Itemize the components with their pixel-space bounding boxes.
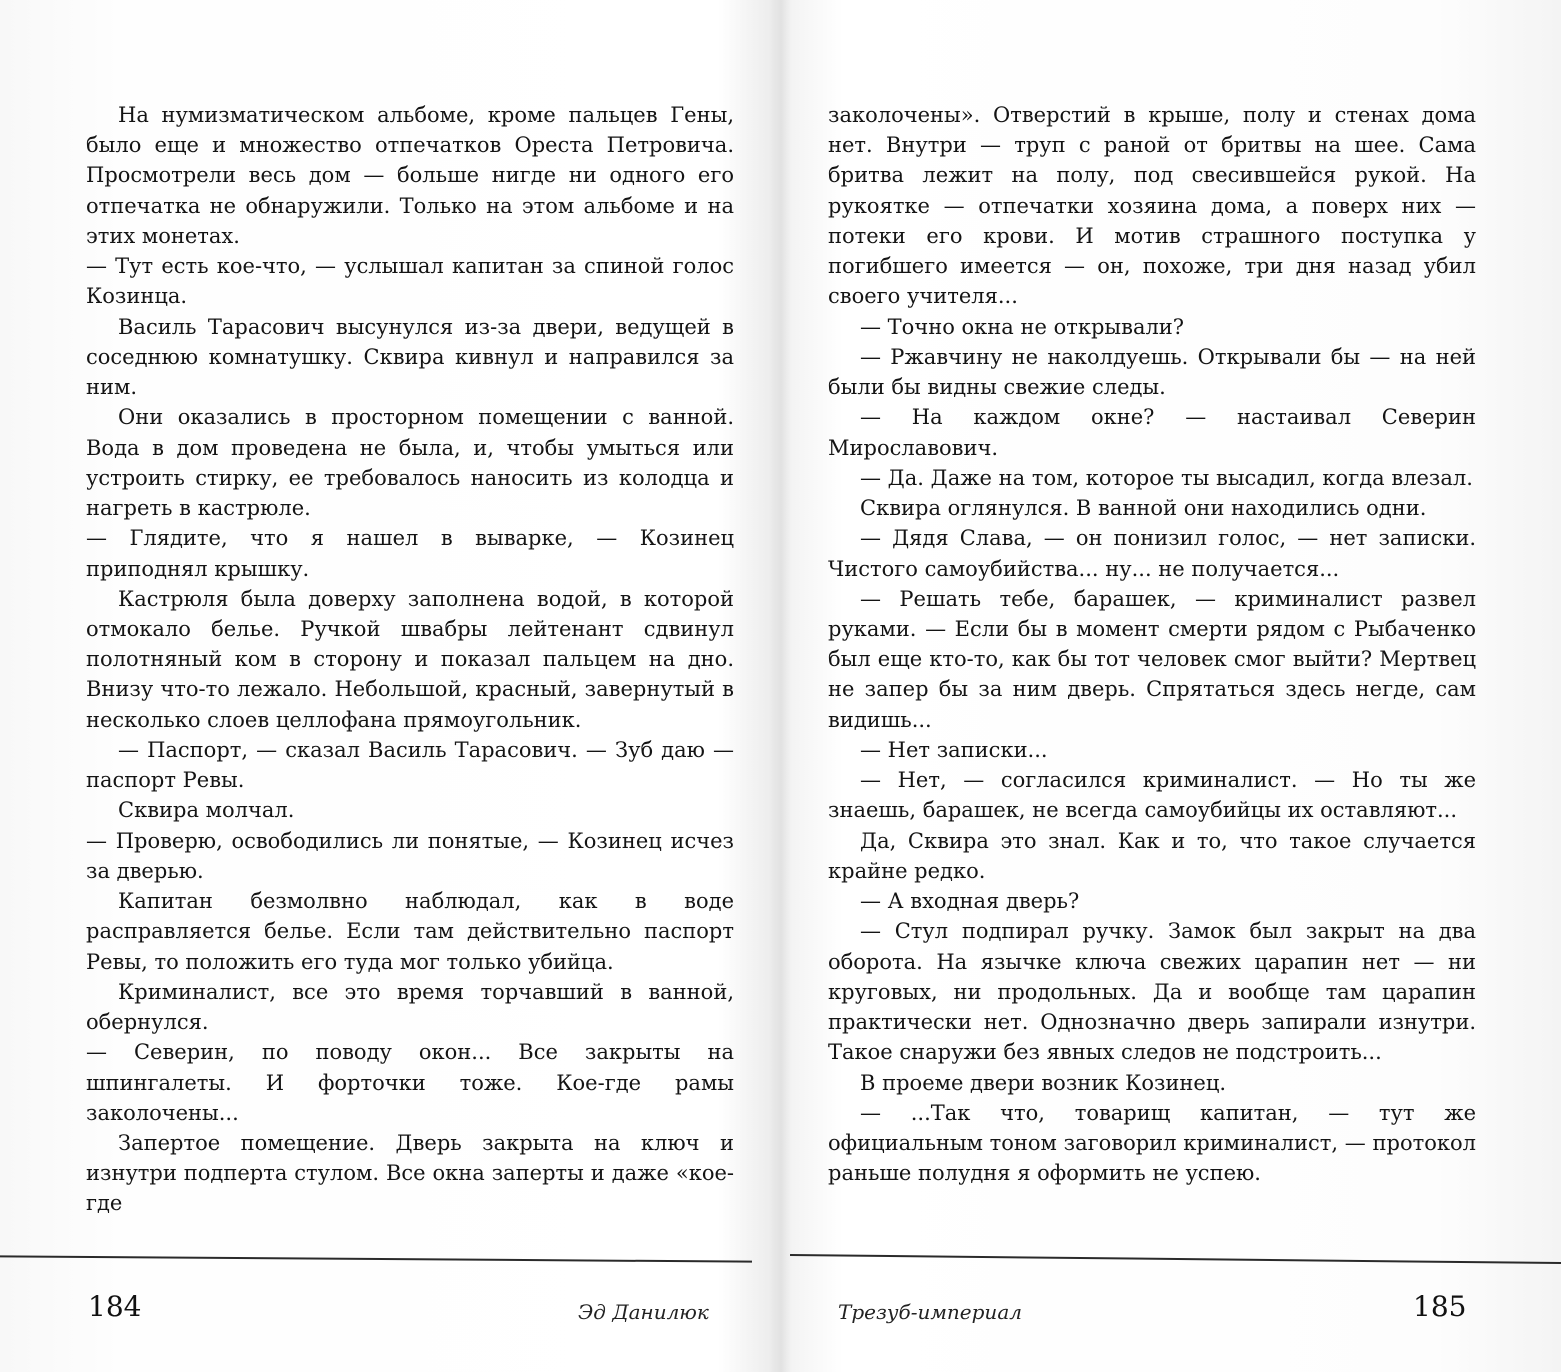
- left-page-text: [86, 100, 734, 1219]
- book-spine: [770, 0, 792, 1372]
- paragraph: — Нет записки...: [860, 737, 1048, 762]
- paragraph: Василь Тарасович высунулся из-за двери, ведущей в соседнюю комнатушку. Сквира кивнул и направился за ним.: [86, 314, 734, 400]
- paragraph: — Решать тебе, барашек, — криминалист развел руками. — Если бы в момент смерти рядом с Рыбаченко был еще кто-то, как бы тот человек смог выйти? Мертвец не запер бы за ним дверь. Спрятаться здесь негде, сам видишь...: [828, 586, 1476, 732]
- paragraph: — Нет, — согласился криминалист. — Но ты же знаешь, барашек, не всегда самоубийцы их оставляют...: [828, 768, 1476, 823]
- paragraph: В проеме двери возник Козинец.: [860, 1070, 1227, 1095]
- paragraph: — Стул подпирал ручку. Замок был закрыт на два оборота. На язычке ключа свежих царапин нет — ни круговых, ни продольных. Да и вообще там царапин практически нет. Однозначно дверь запирали изнутри. Такое снаружи без явных следов не подстроить...: [828, 919, 1476, 1065]
- page-number-left: 184: [88, 1290, 142, 1323]
- paragraph: — Северин, по поводу окон... Все закрыты на шпингалеты. И форточки тоже. Кое-где рамы заколочены...: [86, 1040, 734, 1125]
- paragraph: — Паспорт, — сказал Василь Тарасович. — Зуб даю — паспорт Ревы.: [86, 737, 734, 793]
- paragraph: Сквира молчал.: [118, 798, 295, 823]
- paragraph: Сквира оглянулся. В ванной они находились одни.: [860, 496, 1427, 521]
- footer-rule-left: [0, 1255, 752, 1262]
- paragraph: — Глядите, что я нашел в выварке, — Козинец приподнял крышку.: [86, 526, 734, 581]
- paragraph: — Да. Даже на том, которое ты высадил, когда влезал.: [860, 465, 1473, 490]
- running-head-author: Эд Данилюк: [578, 1300, 709, 1324]
- paragraph: На нумизматическом альбоме, кроме пальцев Гены, было еще и множество отпечатков Ореста Петровича. Просмотрели весь дом — больше нигде ни одного его отпечатка не обнаружили. Только на этом альбоме и на этих монетах.: [86, 103, 734, 248]
- paragraph: Криминалист, все это время торчавший в ванной, обернулся.: [86, 979, 734, 1035]
- paragraph: Кастрюля была доверху заполнена водой, в которой отмокало белье. Ручкой швабры лейтенант сдвинул полотняный ком в сторону и показал пальцем на дно. Внизу что-то лежало. Небольшой, красный, завернутый в несколько слоев целлофана прямоугольник.: [86, 586, 734, 732]
- paragraph: — ...Так что, товарищ капитан, — тут же официальным тоном заговорил криминалист, — протокол раньше полудня я оформить не успею.: [828, 1100, 1476, 1186]
- running-head-title: Трезуб-империал: [838, 1300, 1022, 1324]
- paragraph: — Проверю, освободились ли понятые, — Козинец исчез за дверью.: [86, 828, 734, 883]
- paragraph: — А входная дверь?: [860, 889, 1080, 914]
- page-number-right: 185: [1413, 1290, 1467, 1323]
- paragraph: — Ржавчину не наколдуешь. Открывали бы — на ней были бы видны свежие следы.: [828, 344, 1476, 400]
- paragraph: Да, Сквира это знал. Как и то, что такое случается крайне редко.: [828, 828, 1476, 883]
- paragraph: — Тут есть кое-что, — услышал капитан за спиной голос Козинца.: [86, 254, 734, 309]
- paragraph: — Точно окна не открывали?: [860, 314, 1185, 339]
- paragraph: Капитан безмолвно наблюдал, как в воде расправляется белье. Если там действительно паспорт Ревы, то положить его туда мог только убийца.: [86, 889, 734, 974]
- paragraph: заколочены». Отверстий в крыше, полу и стенах дома нет. Внутри — труп с раной от бритвы на шее. Сама бритва лежит на полу, под свесившейся рукой. На рукоятке — отпечатки хозяина дома, а поверх них — потеки его крови. И мотив страшного поступка у погибшего имеется — он, похоже, три дня назад убил своего учителя...: [828, 103, 1476, 309]
- paragraph: Запертое помещение. Дверь закрыта на ключ и изнутри подперта стулом. Все окна заперты и даже «кое-где: [86, 1130, 734, 1216]
- paragraph: Они оказались в просторном помещении с ванной. Вода в дом проведена не была, и, чтобы умыться или устроить стирку, ее требовалось наносить из колодца и нагреть в кастрюле.: [86, 405, 734, 521]
- paragraph: — На каждом окне? — настаивал Северин Мирославович.: [828, 405, 1476, 460]
- paragraph: — Дядя Слава, — он понизил голос, — нет записки. Чистого самоубийства... ну... не получается...: [828, 526, 1476, 581]
- right-page-text: [828, 100, 1476, 1188]
- footer-rule-right: [790, 1254, 1561, 1264]
